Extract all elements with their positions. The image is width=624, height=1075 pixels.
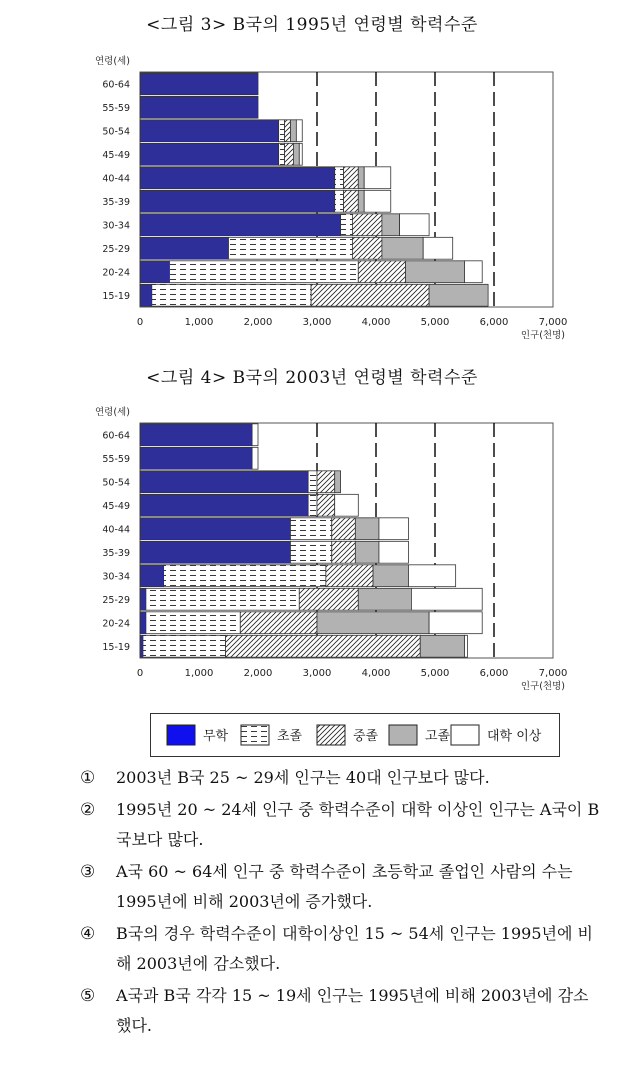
- bar-40-44-mid: [332, 518, 356, 540]
- y-axis-label: 연령(세): [95, 56, 130, 67]
- bar-15-19-high: [420, 635, 464, 657]
- bar-40-44-none: [140, 518, 290, 540]
- age-label-30-34: 30-34: [102, 571, 130, 583]
- x-tick-7000: 7,000: [538, 668, 568, 679]
- bar-40-44-univ: [364, 167, 391, 189]
- bar-45-49-univ: [335, 494, 359, 516]
- bar-60-64-univ: [252, 424, 258, 446]
- bar-30-34-mid: [326, 565, 373, 587]
- age-label-35-39: 35-39: [102, 547, 130, 559]
- bar-50-54-elem: [279, 120, 285, 142]
- bar-25-29-elem: [146, 588, 299, 610]
- age-label-15-19: 15-19: [102, 641, 130, 653]
- bar-30-34-elem: [341, 214, 353, 236]
- legend-label-mid: 중졸: [353, 729, 379, 744]
- option-1-text: 2003년 B국 25 ~ 29세 인구는 40대 인구보다 많다.: [116, 768, 490, 787]
- age-label-40-44: 40-44: [102, 524, 130, 536]
- age-label-15-19: 15-19: [102, 290, 130, 302]
- y-axis-label: 연령(세): [95, 407, 130, 418]
- bar-20-24-elem: [170, 261, 359, 283]
- bar-30-34-high: [382, 214, 400, 236]
- bar-50-54-elem: [308, 471, 317, 493]
- bar-40-44-elem: [290, 518, 331, 540]
- bar-30-34-none: [140, 214, 341, 236]
- bar-25-29-high: [358, 588, 411, 610]
- bar-20-24-none: [140, 261, 170, 283]
- age-label-20-24: 20-24: [102, 267, 130, 279]
- age-label-20-24: 20-24: [102, 618, 130, 630]
- age-label-60-64: 60-64: [102, 79, 130, 91]
- bar-25-29-high: [382, 237, 423, 259]
- bar-50-54-none: [140, 120, 279, 142]
- age-label-40-44: 40-44: [102, 173, 130, 185]
- bar-35-39-elem: [290, 541, 331, 563]
- bar-45-49-elem: [279, 143, 285, 165]
- bar-45-49-univ: [299, 143, 302, 165]
- option-2-number: ②: [80, 800, 96, 820]
- bar-45-49-elem: [308, 494, 317, 516]
- legend-swatch-none: [167, 725, 195, 745]
- bar-45-49-none: [140, 143, 279, 165]
- bar-20-24-mid: [358, 261, 405, 283]
- bar-35-39-univ: [379, 541, 409, 563]
- figure-3-title: <그림 3> B국의 1995년 연령별 학력수준: [146, 15, 478, 35]
- x-tick-1000: 1,000: [184, 317, 214, 328]
- option-3[interactable]: [80, 857, 600, 917]
- bar-40-44-high: [355, 518, 379, 540]
- bar-20-24-high: [317, 612, 429, 634]
- option-2[interactable]: [80, 795, 600, 855]
- age-label-50-54: 50-54: [102, 126, 130, 138]
- x-tick-4000: 4,000: [361, 668, 391, 679]
- x-tick-1000: 1,000: [184, 668, 214, 679]
- option-1-number: ①: [80, 768, 96, 788]
- option-4-text: B국의 경우 학력수준이 대학이상인 15 ~ 54세 인구는 1995년에 비해 2003년에 감소했다.: [116, 924, 593, 973]
- bar-20-24-univ: [429, 612, 482, 634]
- bar-45-49-none: [140, 494, 308, 516]
- legend-label-high: 고졸: [425, 729, 451, 744]
- bar-35-39-high: [355, 541, 379, 563]
- legend-label-elem: 초졸: [277, 729, 303, 744]
- x-axis-label: 인구(천명): [520, 330, 565, 341]
- bar-15-19-mid: [311, 284, 429, 306]
- bar-45-49-high: [293, 143, 299, 165]
- option-3-number: ③: [80, 862, 96, 882]
- bar-30-34-univ: [400, 214, 430, 236]
- bar-45-49-mid: [285, 143, 294, 165]
- x-tick-4000: 4,000: [361, 317, 391, 328]
- x-tick-6000: 6,000: [479, 317, 509, 328]
- bar-40-44-mid: [344, 167, 359, 189]
- bar-40-44-elem: [335, 167, 344, 189]
- x-tick-0: 0: [136, 668, 144, 679]
- age-label-50-54: 50-54: [102, 477, 130, 489]
- x-tick-0: 0: [136, 317, 144, 328]
- bar-55-59-none: [140, 96, 258, 118]
- age-label-55-59: 55-59: [102, 453, 130, 465]
- x-axis-label: 인구(천명): [520, 681, 565, 692]
- legend-label-univ: 대학 이상: [487, 729, 542, 744]
- bar-15-19-univ: [465, 635, 468, 657]
- bar-20-24-none: [140, 612, 146, 634]
- bar-50-54-none: [140, 471, 308, 493]
- option-4[interactable]: [80, 919, 600, 979]
- bar-35-39-univ: [364, 190, 391, 212]
- bar-40-44-univ: [379, 518, 409, 540]
- bar-35-39-mid: [344, 190, 359, 212]
- x-tick-3000: 3,000: [302, 668, 332, 679]
- bar-20-24-univ: [465, 261, 483, 283]
- bar-20-24-elem: [146, 612, 240, 634]
- bar-25-29-none: [140, 588, 146, 610]
- bar-25-29-elem: [229, 237, 353, 259]
- x-tick-5000: 5,000: [420, 317, 450, 328]
- bar-15-19-elem: [143, 635, 226, 657]
- bar-50-54-mid: [317, 471, 335, 493]
- bar-20-24-high: [406, 261, 465, 283]
- age-label-45-49: 45-49: [102, 149, 130, 161]
- x-tick-7000: 7,000: [538, 317, 568, 328]
- option-5[interactable]: [80, 981, 600, 1041]
- bar-40-44-none: [140, 167, 335, 189]
- legend-swatch-high: [389, 725, 417, 745]
- bar-25-29-mid: [299, 588, 358, 610]
- bar-35-39-elem: [335, 190, 344, 212]
- bar-50-54-high: [290, 120, 296, 142]
- bar-30-34-univ: [408, 565, 455, 587]
- chart-1995: [0, 52, 624, 352]
- bar-30-34-high: [373, 565, 408, 587]
- option-5-number: ⑤: [80, 986, 96, 1006]
- bar-50-54-mid: [285, 120, 291, 142]
- bar-30-34-elem: [164, 565, 326, 587]
- bar-35-39-none: [140, 190, 335, 212]
- age-label-55-59: 55-59: [102, 102, 130, 114]
- bar-15-19-none: [140, 284, 152, 306]
- option-1[interactable]: [80, 763, 600, 793]
- option-2-text: 1995년 20 ~ 24세 인구 중 학력수준이 대학 이상인 인구는 A국이 B국보다 많다.: [116, 800, 600, 849]
- bar-45-49-mid: [317, 494, 335, 516]
- bar-25-29-univ: [423, 237, 453, 259]
- age-label-30-34: 30-34: [102, 220, 130, 232]
- age-label-25-29: 25-29: [102, 594, 130, 606]
- bar-35-39-none: [140, 541, 290, 563]
- x-tick-2000: 2,000: [243, 668, 273, 679]
- age-label-25-29: 25-29: [102, 243, 130, 255]
- chart-2003: [0, 403, 624, 703]
- age-label-60-64: 60-64: [102, 430, 130, 442]
- bar-35-39-mid: [332, 541, 356, 563]
- bar-55-59-none: [140, 447, 252, 469]
- bar-15-19-mid: [226, 635, 421, 657]
- bar-35-39-high: [358, 190, 364, 212]
- bar-60-64-none: [140, 424, 252, 446]
- bar-50-54-univ: [296, 120, 302, 142]
- legend: [150, 713, 560, 757]
- bar-30-34-mid: [352, 214, 382, 236]
- bar-60-64-none: [140, 73, 258, 95]
- x-tick-3000: 3,000: [302, 317, 332, 328]
- legend-label-none: 무학: [203, 729, 229, 744]
- legend-graphic: [151, 714, 561, 758]
- legend-swatch-elem: [241, 725, 269, 745]
- bar-15-19-none: [140, 635, 143, 657]
- bar-55-59-univ: [252, 447, 258, 469]
- option-3-text: A국 60 ~ 64세 인구 중 학력수준이 초등학교 졸업인 사람의 수는 1995년에 비해 2003년에 증가했다.: [116, 862, 573, 911]
- figure-4-title: <그림 4> B국의 2003년 연령별 학력수준: [146, 368, 478, 388]
- legend-swatch-univ: [451, 725, 479, 745]
- bar-30-34-none: [140, 565, 164, 587]
- x-tick-5000: 5,000: [420, 668, 450, 679]
- option-4-number: ④: [80, 924, 96, 944]
- age-label-45-49: 45-49: [102, 500, 130, 512]
- bar-15-19-high: [429, 284, 488, 306]
- bar-50-54-high: [335, 471, 341, 493]
- option-5-text: A국과 B국 각각 15 ~ 19세 인구는 1995년에 비해 2003년에 감소했다.: [116, 986, 589, 1035]
- answer-options: [80, 763, 600, 1043]
- bar-15-19-elem: [152, 284, 311, 306]
- bar-25-29-univ: [411, 588, 482, 610]
- x-tick-6000: 6,000: [479, 668, 509, 679]
- x-tick-2000: 2,000: [243, 317, 273, 328]
- age-label-35-39: 35-39: [102, 196, 130, 208]
- legend-swatch-mid: [317, 725, 345, 745]
- bar-40-44-high: [358, 167, 364, 189]
- bar-25-29-none: [140, 237, 229, 259]
- bar-25-29-mid: [352, 237, 382, 259]
- bar-20-24-mid: [240, 612, 317, 634]
